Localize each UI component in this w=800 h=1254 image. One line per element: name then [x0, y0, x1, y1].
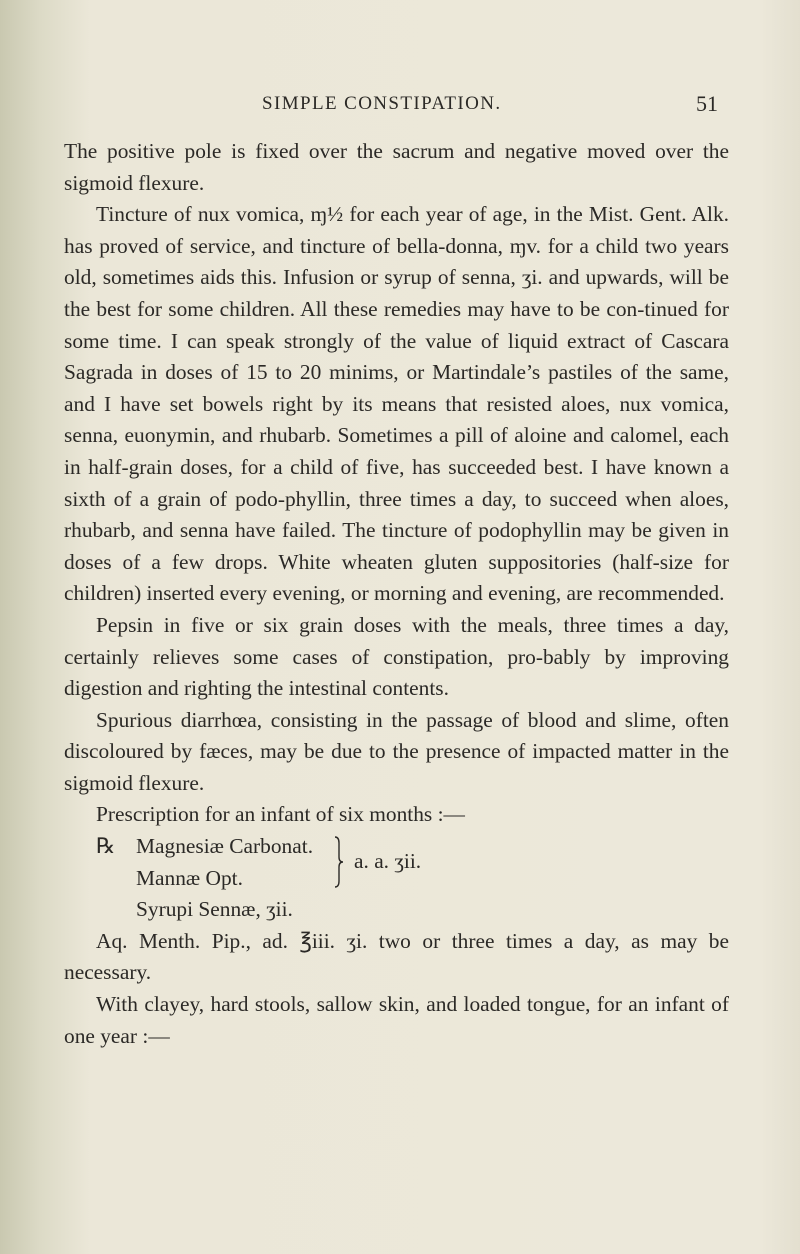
paragraph: Spurious diarrhœa, consisting in the passage of blood and slime, often discoloured by fæces, may be due to the presence of impacted matter in the sigmoid flexure.	[64, 707, 729, 795]
paragraph: Tincture of nux vomica, ɱ½ for each year of age, in the Mist. Gent. Alk. has proved of service, and tincture of bella-donna, ɱv. for a child two years old, sometimes aids this. Infusion or syrup of senna, ʒi. and upwards, will be the best for some children. All these remedies may have to be con-tinued for some time. I can speak strongly of the value of liquid extract of Cascara Sagrada in doses of 15 to 20 minims, or Martindale’s pastiles of the same, and I have set bowels right by its means that resisted aloes, nux vomica, senna, euonymin, and rhubarb. Sometimes a pill of aloine and calomel, each in half-grain doses, for a child of five, has succeeded best. I have known a sixth of a grain of podo-phyllin, three times a day, to succeed when aloes, rhubarb, and senna have failed. The tincture of podophyllin may be given in doses of a few drops. White wheaten gluten suppositories (half-size for children) inserted every evening, or morning and evening, are recommended.	[64, 202, 729, 606]
running-head	[0, 93, 800, 121]
prescription	[64, 831, 729, 989]
body-text	[64, 136, 729, 1052]
running-title: SIMPLE CONSTIPATION.	[262, 93, 502, 114]
grouped-quantity: a. a. ʒii.	[354, 849, 422, 874]
page-number: 51	[696, 91, 718, 116]
recipe-symbol: ℞	[96, 834, 116, 859]
prescription-grouped-items	[64, 831, 729, 894]
paragraph: Pepsin in five or six grain doses with the meals, three times a day, certainly relieves some cases of constipation, pro-bably by improving digestion and righting the intestinal contents.	[64, 612, 729, 701]
prescription-intro: Prescription for an infant of six months :—	[96, 802, 465, 827]
brace-icon	[334, 835, 344, 889]
prescription-item: Syrupi Sennæ, ʒii.	[136, 897, 293, 922]
paragraph: The positive pole is fixed over the sacrum and negative moved over the sigmoid flexure.	[64, 139, 729, 195]
prescription-directions: Aq. Menth. Pip., ad. ℥iii. ʒi. two or three times a day, as may be necessary.	[64, 928, 729, 985]
prescription-item: Magnesiæ Carbonat.	[136, 834, 314, 859]
prescription-item: Mannæ Opt.	[136, 865, 243, 890]
paragraph: With clayey, hard stools, sallow skin, and loaded tongue, for an infant of one year :—	[64, 992, 729, 1048]
